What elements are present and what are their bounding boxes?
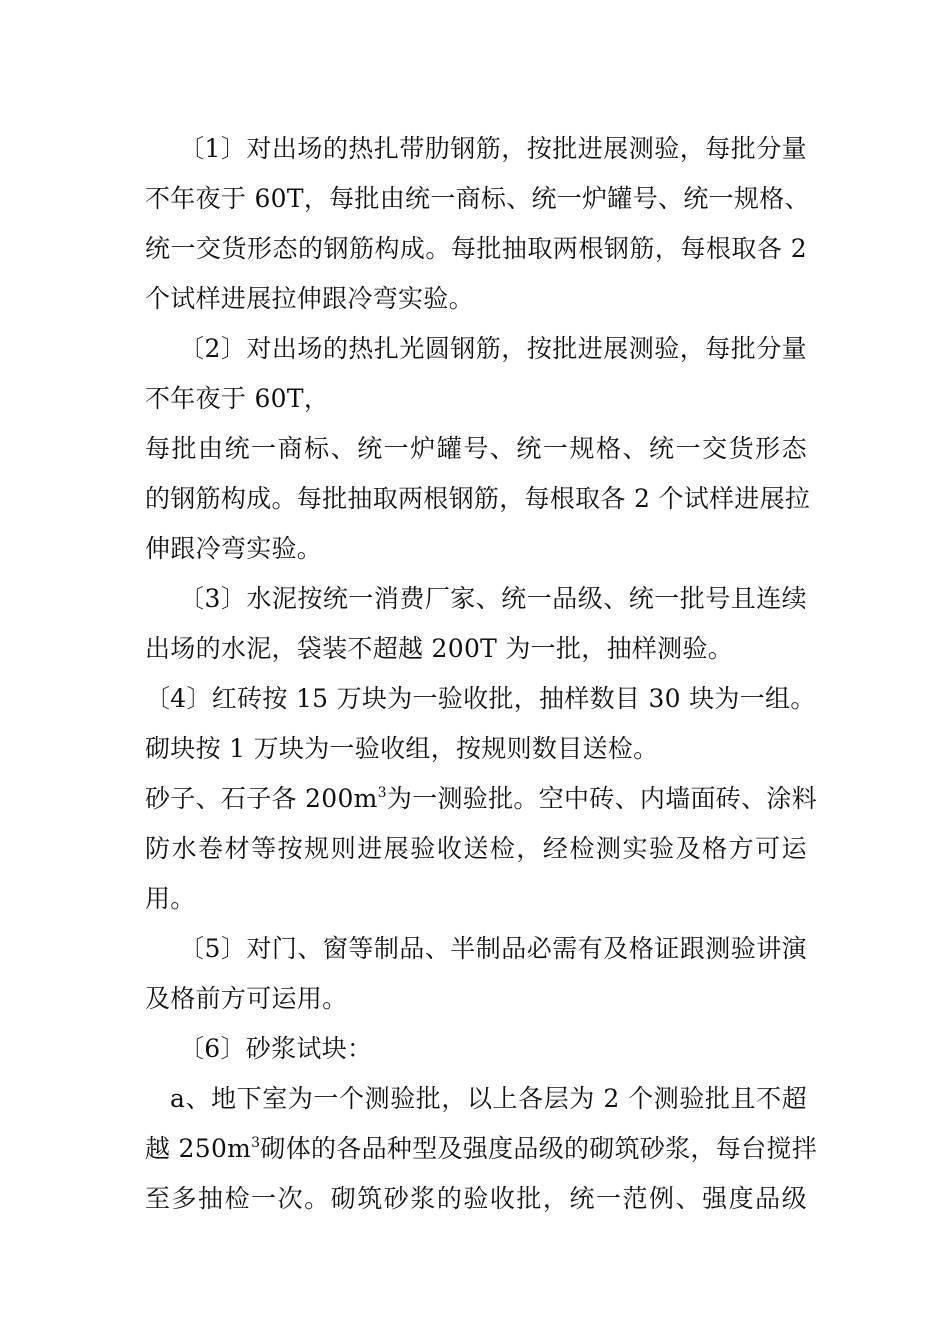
text-line: 〔6〕砂浆试块： bbox=[179, 1034, 373, 1063]
text-line: 个试样进展拉伸跟冷弯实验。 bbox=[145, 284, 474, 313]
superscript: 3 bbox=[377, 785, 387, 801]
text-line: 防水卷材等按规则进展验收送检，经检测实验及格方可运 bbox=[145, 834, 807, 863]
text-line: 至多抽检一次。砌筑砂浆的验收批，统一范例、强度品级 bbox=[145, 1184, 807, 1213]
text-line: 〔5〕对门、窗等制品、半制品必需有及格证跟测验讲演 bbox=[179, 934, 807, 963]
text-line: 〔2〕对出场的热扎光圆钢筋，按批进展测验，每批分量 bbox=[179, 334, 807, 363]
text-line: 伸跟冷弯实验。 bbox=[145, 534, 323, 563]
superscript: 3 bbox=[251, 1135, 261, 1151]
text-span: 越 250m bbox=[145, 1134, 252, 1163]
text-line: 砌块按 1 万块为一验收组，按规则数目送检。 bbox=[145, 734, 659, 763]
text-line bbox=[145, 1134, 817, 1184]
text-line: 不年夜于 60T，每批由统一商标、统一炉罐号、统一规格、 bbox=[145, 184, 810, 213]
text-line: 〔1〕对出场的热扎带肋钢筋，按批进展测验，每批分量 bbox=[179, 134, 807, 163]
text-line: 每批由统一商标、统一炉罐号、统一规格、统一交货形态 bbox=[145, 434, 807, 463]
text-line: 及格前方可运用。 bbox=[145, 984, 348, 1013]
text-line: a、地下室为一个测验批，以上各层为 2 个测验批且不超 bbox=[170, 1084, 807, 1113]
text-line bbox=[145, 784, 817, 834]
text-line: 不年夜于 60T， bbox=[145, 384, 330, 413]
text-span: 为一测验批。空中砖、内墙面砖、涂料 bbox=[386, 784, 817, 813]
text-line: 的钢筋构成。每批抽取两根钢筋，每根取各 2 个试样进展拉 bbox=[145, 484, 811, 513]
text-line: 〔4〕红砖按 15 万块为一验收批，抽样数目 30 块为一组。 bbox=[145, 684, 816, 713]
text-span: 砌体的各品种型及强度品级的砌筑砂浆，每台搅拌 bbox=[260, 1134, 817, 1163]
text-line: 统一交货形态的钢筋构成。每批抽取两根钢筋，每根取各 2 bbox=[145, 234, 807, 263]
text-line: 出场的水泥，袋装不超越 200T 为一批，抽样测验。 bbox=[145, 634, 734, 663]
text-line: 〔3〕水泥按统一消费厂家、统一品级、统一批号且连续 bbox=[179, 584, 807, 613]
text-line: 用。 bbox=[145, 884, 196, 913]
text-span: 砂子、石子各 200m bbox=[145, 784, 378, 813]
